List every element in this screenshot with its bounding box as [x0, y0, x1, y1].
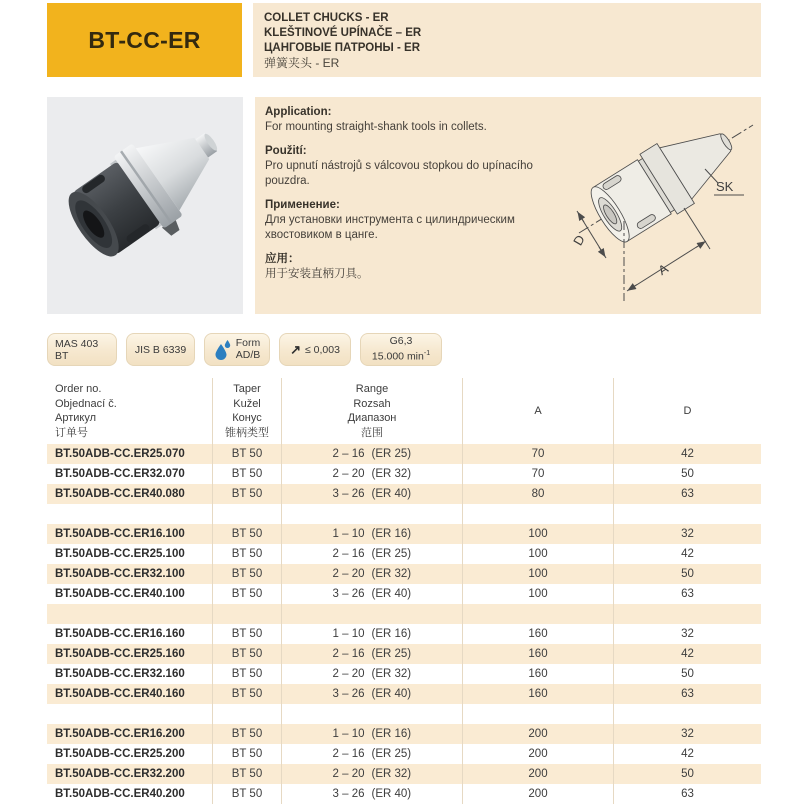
coolant-drops-icon [214, 339, 232, 361]
order-no-cell: BT.50ADB-CC.ER40.100 [55, 588, 185, 600]
table-header [47, 378, 761, 444]
d-dim-cell: 63 [613, 484, 761, 504]
a-dim-cell: 160 [462, 624, 613, 644]
d-dim-cell: 50 [613, 664, 761, 684]
taper-cell [212, 504, 281, 524]
a-dim-cell [462, 504, 613, 524]
a-dim-cell: 160 [462, 664, 613, 684]
taper-cell: BT 50 [212, 444, 281, 464]
a-dim-cell: 160 [462, 684, 613, 704]
spec-badges [47, 333, 442, 366]
range-cell: 2 – 16 (ER 25) [281, 444, 462, 464]
a-dim-cell: 70 [462, 444, 613, 464]
d-dim-cell [613, 604, 761, 624]
d-dim-cell: 42 [613, 544, 761, 564]
order-no-cell: BT.50ADB-CC.ER25.200 [55, 748, 185, 760]
title-zh: 弹簧夹头 - ER [264, 56, 340, 70]
taper-cell: BT 50 [212, 724, 281, 744]
table-row [47, 624, 761, 644]
taper-cell: BT 50 [212, 524, 281, 544]
taper-cell: BT 50 [212, 784, 281, 804]
a-dim-cell: 80 [462, 484, 613, 504]
col-header-range: Range Rozsah Диапазон 范围 [281, 378, 462, 444]
table-row [47, 764, 761, 784]
d-dim-cell [613, 504, 761, 524]
d-dim-cell: 50 [613, 564, 761, 584]
a-dim-cell: 100 [462, 564, 613, 584]
table-gap-row [47, 704, 761, 724]
range-cell: 2 – 20 (ER 32) [281, 464, 462, 484]
table-row [47, 464, 761, 484]
a-dim-cell [462, 704, 613, 724]
technical-drawing [567, 99, 761, 312]
badge-jis-b-6339: JIS B 6339 [126, 333, 195, 366]
a-dim-cell: 200 [462, 744, 613, 764]
table-row [47, 564, 761, 584]
d-dim-cell: 32 [613, 524, 761, 544]
table-gap-row [47, 604, 761, 624]
range-cell: 2 – 20 (ER 32) [281, 764, 462, 784]
table-row [47, 684, 761, 704]
title-ru: ЦАНГОВЫЕ ПАТРОНЫ - ER [264, 42, 420, 54]
drawing-label-sk: SK [716, 179, 734, 194]
taper-cell: BT 50 [212, 624, 281, 644]
order-no-cell: BT.50ADB-CC.ER16.100 [55, 528, 185, 540]
d-dim-cell: 42 [613, 444, 761, 464]
collet-chuck-photo-svg [47, 97, 243, 314]
order-no-cell [47, 604, 212, 624]
taper-cell: BT 50 [212, 464, 281, 484]
a-dim-cell: 70 [462, 464, 613, 484]
table-row [47, 524, 761, 544]
drawing-label-a: A [655, 260, 671, 279]
order-no-cell: BT.50ADB-CC.ER32.070 [55, 468, 185, 480]
a-dim-cell: 160 [462, 644, 613, 664]
d-dim-cell: 42 [613, 744, 761, 764]
runout-arrow-icon: ↗ [290, 342, 301, 357]
d-dim-cell: 32 [613, 624, 761, 644]
taper-cell: BT 50 [212, 484, 281, 504]
a-dim-cell [462, 604, 613, 624]
taper-cell: BT 50 [212, 764, 281, 784]
taper-cell [212, 604, 281, 624]
order-no-cell: BT.50ADB-CC.ER40.160 [55, 688, 185, 700]
d-dim-cell: 50 [613, 764, 761, 784]
product-code: BT-CC-ER [88, 26, 201, 53]
order-no-cell: BT.50ADB-CC.ER25.070 [55, 448, 185, 460]
application-section-en: Application: For mounting straight-shank tools in collets. [265, 106, 487, 133]
table-row [47, 784, 761, 804]
a-dim-cell: 200 [462, 764, 613, 784]
order-no-cell: BT.50ADB-CC.ER25.100 [55, 548, 185, 560]
badge-coolant-form: Form AD/B [204, 333, 270, 366]
title-en: COLLET CHUCKS - ER [264, 12, 389, 24]
order-no-cell: BT.50ADB-CC.ER16.200 [55, 728, 185, 740]
col-header-d: D [613, 378, 761, 444]
a-dim-cell: 200 [462, 724, 613, 744]
range-cell: 3 – 26 (ER 40) [281, 584, 462, 604]
application-text [265, 105, 573, 291]
taper-cell: BT 50 [212, 564, 281, 584]
technical-drawing-svg [567, 99, 761, 312]
range-cell [281, 704, 462, 724]
table-row [47, 664, 761, 684]
table-row [47, 744, 761, 764]
taper-cell: BT 50 [212, 644, 281, 664]
range-cell: 3 – 26 (ER 40) [281, 684, 462, 704]
table-row [47, 724, 761, 744]
order-no-cell: BT.50ADB-CC.ER32.160 [55, 668, 185, 680]
taper-cell [212, 704, 281, 724]
range-cell: 2 – 16 (ER 25) [281, 544, 462, 564]
application-panel [255, 97, 761, 314]
taper-cell: BT 50 [212, 664, 281, 684]
order-no-cell: BT.50ADB-CC.ER40.080 [55, 488, 185, 500]
order-no-cell: BT.50ADB-CC.ER16.160 [55, 628, 185, 640]
table-row [47, 644, 761, 664]
drawing-label-d: D [570, 232, 588, 248]
range-cell: 2 – 20 (ER 32) [281, 564, 462, 584]
order-no-cell: BT.50ADB-CC.ER32.200 [55, 768, 185, 780]
range-cell: 2 – 16 (ER 25) [281, 744, 462, 764]
application-section-ru: Применение: Для установки инструмента с цилиндрическим хвостовиком в цанге. [265, 199, 515, 241]
d-dim-cell: 42 [613, 644, 761, 664]
table-row [47, 544, 761, 564]
col-header-a: A [462, 378, 613, 444]
application-section-zh: 应用： 用于安装直柄刀具。 [265, 253, 369, 280]
order-no-cell: BT.50ADB-CC.ER25.160 [55, 648, 185, 660]
table-row [47, 484, 761, 504]
dimension-table [47, 378, 761, 804]
badge-runout: ↗ ≤ 0,003 [279, 333, 351, 366]
taper-cell: BT 50 [212, 744, 281, 764]
range-cell: 1 – 10 (ER 16) [281, 624, 462, 644]
range-cell: 1 – 10 (ER 16) [281, 524, 462, 544]
d-dim-cell: 63 [613, 684, 761, 704]
range-cell [281, 504, 462, 524]
range-cell: 2 – 16 (ER 25) [281, 644, 462, 664]
range-cell [281, 604, 462, 624]
col-header-order: Order no. Objednací č. Артикул 订单号 [55, 383, 117, 439]
d-dim-cell: 32 [613, 724, 761, 744]
d-dim-cell: 63 [613, 784, 761, 804]
table-body [47, 444, 761, 804]
a-dim-cell: 100 [462, 584, 613, 604]
order-no-cell [47, 504, 212, 524]
table-row [47, 444, 761, 464]
badge-mas-403-bt: MAS 403 BT [47, 333, 117, 366]
application-section-cs: Použití: Pro upnutí nástrojů s válcovou stopkou do upínacího pouzdra. [265, 145, 533, 187]
order-no-cell [47, 704, 212, 724]
badge-balance-grade: G6,3 15.000 $\min^{-1}$ [360, 333, 442, 366]
title-cs: KLEŠTINOVÉ UPÍNAČE – ER [264, 27, 422, 39]
col-header-taper: Taper Kužel Конус 锥柄类型 [212, 378, 281, 444]
d-dim-cell: 63 [613, 584, 761, 604]
taper-cell: BT 50 [212, 544, 281, 564]
d-dim-cell [613, 704, 761, 724]
taper-cell: BT 50 [212, 684, 281, 704]
product-titles [253, 3, 761, 77]
d-dim-cell: 50 [613, 464, 761, 484]
a-dim-cell: 200 [462, 784, 613, 804]
range-cell: 1 – 10 (ER 16) [281, 724, 462, 744]
a-dim-cell: 100 [462, 544, 613, 564]
order-no-cell: BT.50ADB-CC.ER32.100 [55, 568, 185, 580]
taper-cell: BT 50 [212, 584, 281, 604]
product-code-box [47, 3, 242, 77]
table-row [47, 584, 761, 604]
range-cell: 3 – 26 (ER 40) [281, 484, 462, 504]
range-cell: 2 – 20 (ER 32) [281, 664, 462, 684]
table-gap-row [47, 504, 761, 524]
a-dim-cell: 100 [462, 524, 613, 544]
product-photo [47, 97, 243, 314]
range-cell: 3 – 26 (ER 40) [281, 784, 462, 804]
order-no-cell: BT.50ADB-CC.ER40.200 [55, 788, 185, 800]
